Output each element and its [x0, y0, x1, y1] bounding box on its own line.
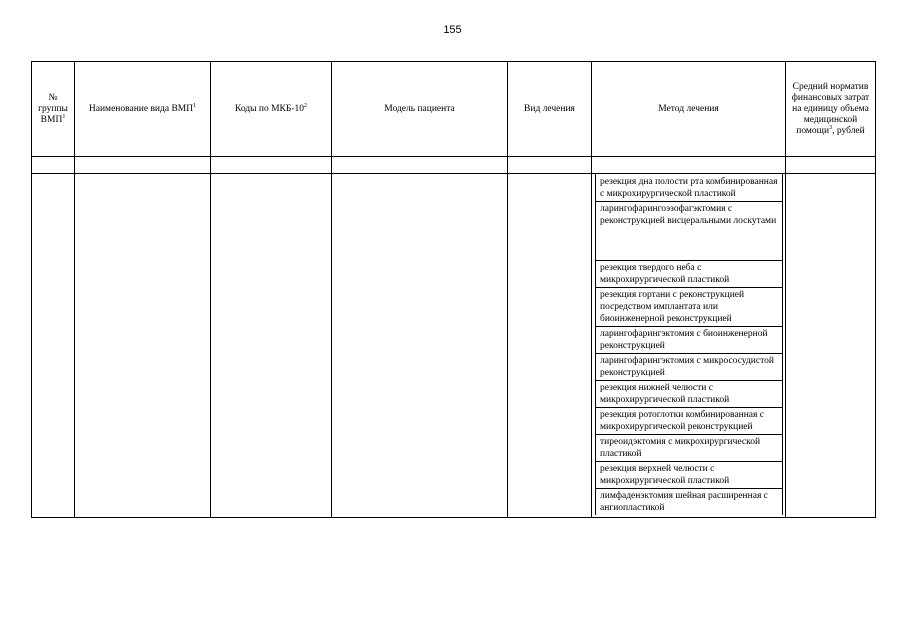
- method-item: резекция ротоглотки комбинированная с микрохирургической реконструкцией: [595, 408, 783, 435]
- header-cost-norm-text: Средний норматив финансовых затрат на единицу объема медицинской помощи: [791, 81, 870, 136]
- empty-cell: [211, 157, 332, 174]
- method-item: лимфаденэктомия шейная расширенная с ангиопластикой: [595, 489, 783, 515]
- header-vmp-name: [75, 62, 211, 157]
- empty-cell: [32, 157, 75, 174]
- treatment-table-wrapper: [31, 61, 875, 518]
- treatment-type-cell: [508, 174, 592, 518]
- treatment-table: [31, 61, 876, 518]
- header-patient-model: [332, 62, 508, 157]
- header-group-number: [32, 62, 75, 157]
- method-item: резекция нижней челюсти с микрохирургической пластикой: [595, 381, 783, 408]
- icd-codes-cell: [211, 174, 332, 518]
- method-item: резекция верхней челюсти с микрохирургической пластикой: [595, 462, 783, 489]
- header-treatment-type-text: Вид лечения: [524, 103, 575, 114]
- cost-norm-cell: [786, 174, 876, 518]
- empty-cell: [75, 157, 211, 174]
- treatment-methods-cell: [592, 174, 786, 518]
- empty-cell: [786, 157, 876, 174]
- header-treatment-method: [592, 62, 786, 157]
- header-cost-norm-footnote: 3: [829, 124, 833, 131]
- header-vmp-name-text: Наименование вида ВМП: [88, 103, 194, 114]
- vmp-name-cell: [75, 174, 211, 518]
- method-item: ларингофарингэктомия с биоинженерной реконструкцией: [595, 327, 783, 354]
- table-header-row: [32, 62, 876, 157]
- method-item: резекция гортани с реконструкцией посредством имплантата или биоинженерной реконструкцией: [595, 288, 783, 327]
- header-group-number-word: группы: [38, 103, 68, 114]
- header-group-number-vmp: ВМП: [40, 114, 63, 125]
- method-item: резекция дна полости рта комбинированная с микрохирургической пластикой: [595, 174, 783, 202]
- method-item: ларингофарингоэзофагэктомия с реконструкцией висцеральными лоскутами: [595, 202, 783, 261]
- patient-model-cell: [332, 174, 508, 518]
- method-item: ларингофарингэктомия с микрососудистой реконструкцией: [595, 354, 783, 381]
- header-treatment-type: [508, 62, 592, 157]
- empty-cell: [332, 157, 508, 174]
- header-cost-norm: [786, 62, 876, 157]
- header-cost-norm-unit: , рублей: [832, 125, 865, 136]
- empty-cell: [508, 157, 592, 174]
- header-group-number-sign: №: [48, 92, 58, 103]
- method-item: тиреоидэктомия с микрохирургической пластикой: [595, 435, 783, 462]
- column-number-row: [32, 157, 876, 174]
- empty-cell: [592, 157, 786, 174]
- header-treatment-method-text: Метод лечения: [658, 103, 719, 114]
- method-item: резекция твердого неба с микрохирургической пластикой: [595, 261, 783, 288]
- table-body-row: [32, 174, 876, 518]
- group-number-cell: [32, 174, 75, 518]
- header-patient-model-text: Модель пациента: [384, 103, 455, 114]
- header-group-number-footnote: 1: [62, 113, 66, 120]
- page-number: 155: [443, 24, 462, 36]
- header-icd-codes-text: Коды по МКБ-10: [234, 103, 305, 114]
- header-icd-codes-footnote: 2: [304, 102, 308, 109]
- header-vmp-name-footnote: 1: [193, 102, 197, 109]
- header-icd-codes: [211, 62, 332, 157]
